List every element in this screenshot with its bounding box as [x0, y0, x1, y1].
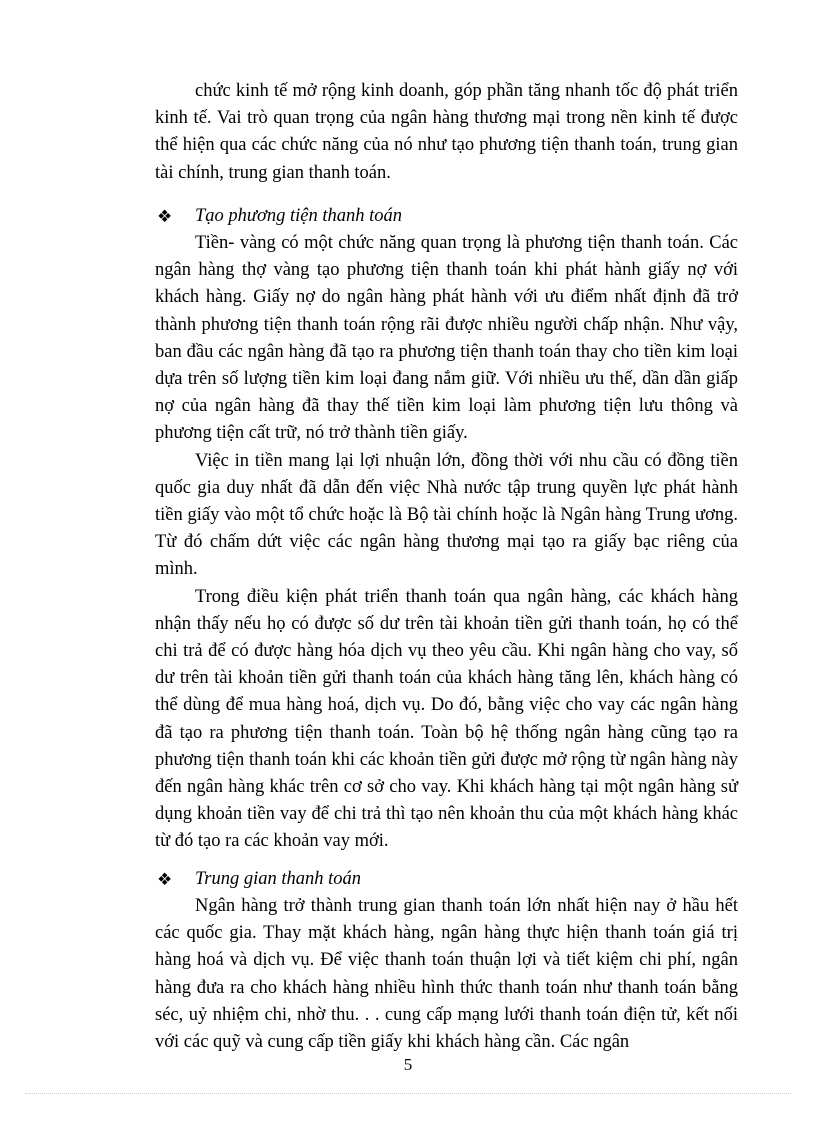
- diamond-bullet-icon: ❖: [157, 869, 173, 889]
- section-heading-payment-intermediary: [155, 866, 738, 893]
- page-number: 5: [403, 1055, 413, 1074]
- footer-divider: [25, 1093, 791, 1094]
- body-paragraph: Việc in tiền mang lại lợi nhuận lớn, đồng thời với nhu cầu có đồng tiền quốc gia duy nhất đã dẫn đến việc Nhà nước tập trung quyền lực phát hành tiền giấy vào một tổ chức hoặc là Bộ tài chính hoặc là Ngân hàng Trung ương. Từ đó chấm dứt việc các ngân hàng thương mại tạo ra giấy bạc riêng của mình.: [155, 450, 738, 580]
- intro-paragraph: chức kinh tế mở rộng kinh doanh, góp phần tăng nhanh tốc độ phát triển kinh tế. Vai trò quan trọng của ngân hàng thương mại trong nền kinh tế được thể hiện qua các chức năng của nó như tạo phương tiện thanh toán, trung gian tài chính, trung gian thanh toán.: [155, 81, 738, 183]
- body-paragraph: Trong điều kiện phát triển thanh toán qua ngân hàng, các khách hàng nhận thấy nếu họ có được số dư trên tài khoản tiền gửi thanh toán, họ có thể chi trả để có được hàng hóa dịch vụ theo yêu cầu. Khi ngân hàng cho vay, số dư trên tài khoản tiền gửi thanh toán của khách hàng tăng lên, khách hàng có thể dùng để mua hàng hoá, dịch vụ. Do đó, bằng việc cho vay các ngân hàng đã tạo ra phương tiện thanh toán. Toàn bộ hệ thống ngân hàng cũng tạo ra phương tiện thanh toán khi các khoản tiền gửi được mở rộng từ ngân hàng này đến ngân hàng khác trên cơ sở cho vay. Khi khách hàng tại một ngân hàng sử dụng khoản tiền vay để chi trả thì tạo nên khoản thu của một khách hàng khác từ đó tạo ra các khoản vay mới.: [155, 586, 738, 852]
- body-paragraph: Ngân hàng trở thành trung gian thanh toán lớn nhất hiện nay ở hầu hết các quốc gia. Thay mặt khách hàng, ngân hàng thực hiện thanh toán giá trị hàng hoá và dịch vụ. Để việc thanh toán thuận lợi và tiết kiệm chi phí, ngân hàng đưa ra cho khách hàng nhiều hình thức thanh toán như thanh toán bằng séc, uỷ nhiệm chi, nhờ thu. . . cung cấp mạng lưới thanh toán điện tử, kết nối với các quỹ và cung cấp tiền giấy khi khách hàng cần. Các ngân: [155, 895, 738, 1052]
- body-paragraph: Tiền- vàng có một chức năng quan trọng là phương tiện thanh toán. Các ngân hàng thợ vàng tạo phương tiện thanh toán khi phát hành giấy nợ với khách hàng. Giấy nợ do ngân hàng phát hành với ưu điểm nhất định đã trở thành phương tiện thanh toán rộng rãi được nhiều người chấp nhận. Như vậy, ban đầu các ngân hàng đã tạo ra phương tiện thanh toán thay cho tiền kim loại dựa trên số lượng tiền kim loại đang nắm giữ. Với nhiều ưu thế, dần dần giấp nợ của ngân hàng đã thay thế tiền kim loại làm phương tiện lưu thông và phương tiện cất trữ, nó trở thành tiền giấy.: [155, 233, 738, 444]
- section-heading-payment-instrument: [155, 203, 738, 230]
- section-heading-text: Trung gian thanh toán: [195, 868, 362, 889]
- page-content: [155, 78, 738, 1056]
- section-heading-text: Tạo phương tiện thanh toán: [195, 205, 403, 226]
- diamond-bullet-icon: ❖: [157, 206, 173, 226]
- spacer: [155, 856, 738, 866]
- spacer: [155, 187, 738, 203]
